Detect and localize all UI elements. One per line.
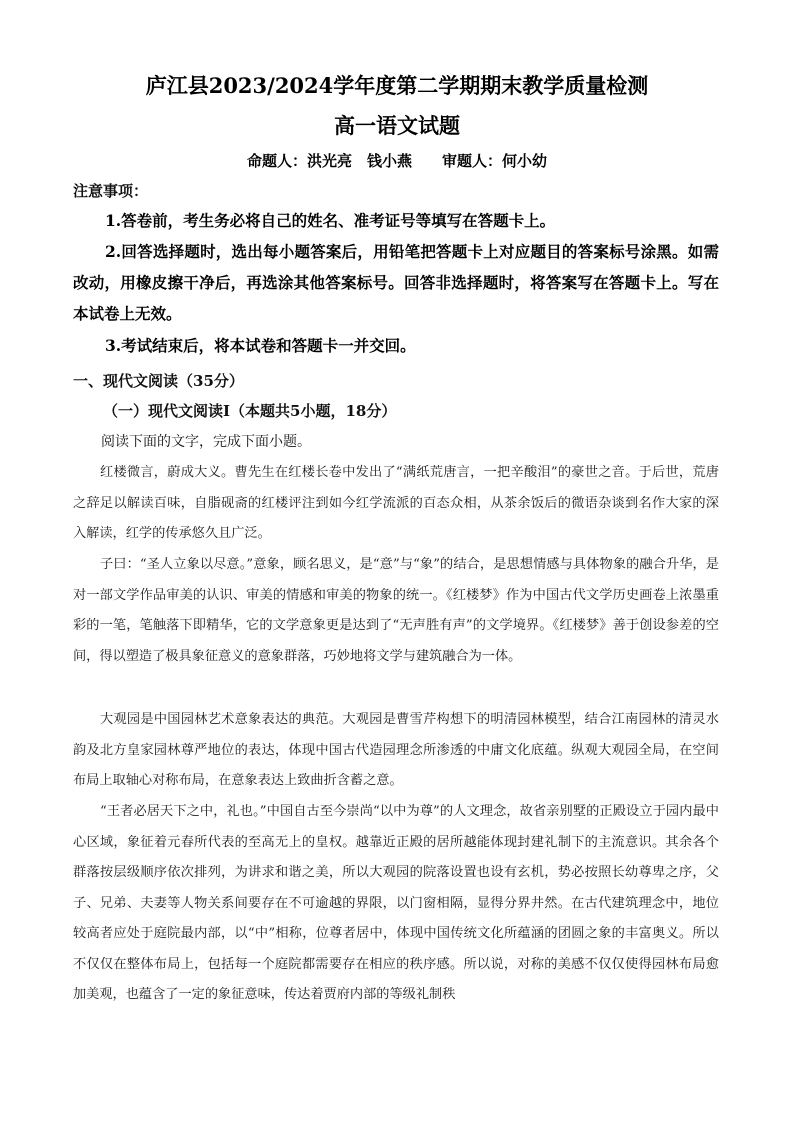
notice-heading: 注意事项： xyxy=(73,182,149,200)
passage-paragraph-2: 子曰：“圣人立象以尽意。”意象，顾名思义，是“意”与“象”的结合，是思想情感与具体物象的融合升华，是对一部文学作品审美的认识、审美的情感和审美的物象的统一。《红楼梦》作为中国古代文学历史画卷上浓墨重彩的一笔，笔触落下即精华，它的文学意象更是达到了“无声胜有声”的文学境界。《红楼梦》善于创设参差的空间，得以塑造了极具象征意义的意象群落，巧妙地将文学与建筑融合为一体。 xyxy=(73,557,719,664)
passage-paragraph-3: 大观园是中国园林艺术意象表达的典范。大观园是曹雪芹构想下的明清园林模型，结合江南园林的清灵水韵及北方皇家园林尊严地位的表达，体现中国古代造园理念所渗透的中庸文化底蕴。纵观大观园全局，在空间布局上取轴心对称布局，在意象表达上致曲折含蓄之意。 xyxy=(73,712,719,788)
reading-instruction: 阅读下面的文字，完成下面小题。 xyxy=(101,434,311,450)
section-heading: 一、现代文阅读（35分） xyxy=(73,372,244,390)
notice-item-3: 3.考试结束后，将本试卷和答题卡一并交回。 xyxy=(105,336,416,355)
exam-subtitle: 高一语文试题 xyxy=(334,113,460,138)
passage-paragraph-1: 红楼微言，蔚成大义。曹先生在红楼长卷中发出了“满纸荒唐言，一把辛酸泪”的豪世之音。于后世，荒唐之辞足以解读百味，自脂砚斋的红楼评注到如今红学流派的百态众相，从茶余饭后的微语杂谈到名作大家的深入解读，红学的传承悠久且广泛。 xyxy=(73,465,719,541)
passage-paragraph-4: “王者必居天下之中，礼也。”中国自古至今崇尚“以中为尊”的人文理念，故省亲别墅的正殿设立于园内最中心区域，象征着元春所代表的至高无上的皇权。越靠近正殿的居所越能体现封建礼制下的主流意识。其余各个群落按层级顺序依次排列，为讲求和谐之美，所以大观园的院落设置也设有玄机，势必按照长幼尊卑之序，父子、兄弟、夫妻等人物关系间要存在不可逾越的界限，以门窗相隔，显得分界井然。在古代建筑理念中，地位较高者应处于庭院最内部，以“中”相称，位尊者居中，体现中国传统文化所蕴涵的团圆之象的丰富奥义。所以不仅仅在整体布局上，包括每一个庭院都需要存在相应的秩序感。所以说，对称的美感不仅仅使得园林布局愈加美观，也蕴含了一定的象征意味，传达着贾府内部的等级礼制秩 xyxy=(73,804,719,1002)
exam-title: 庐江县2023/2024学年度第二学期期末教学质量检测 xyxy=(145,73,649,98)
notice-item-1: 1.答卷前，考生务必将自己的姓名、准考证号等填写在答题卡上。 xyxy=(105,211,556,230)
exam-authors: 命题人：洪光亮 钱小燕 审题人：何小幼 xyxy=(246,152,547,170)
notice-item-2: 2.回答选择题时，选出每小题答案后，用铅笔把答题卡上对应题目的答案标号涂黑。如需改动，用橡皮擦干净后，再选涂其他答案标号。回答非选择题时，将答案写在答题卡上。写在本试卷上无效。 xyxy=(73,242,719,323)
section-subheading: （一）现代文阅读Ⅰ（本题共5小题，18分） xyxy=(103,402,397,420)
